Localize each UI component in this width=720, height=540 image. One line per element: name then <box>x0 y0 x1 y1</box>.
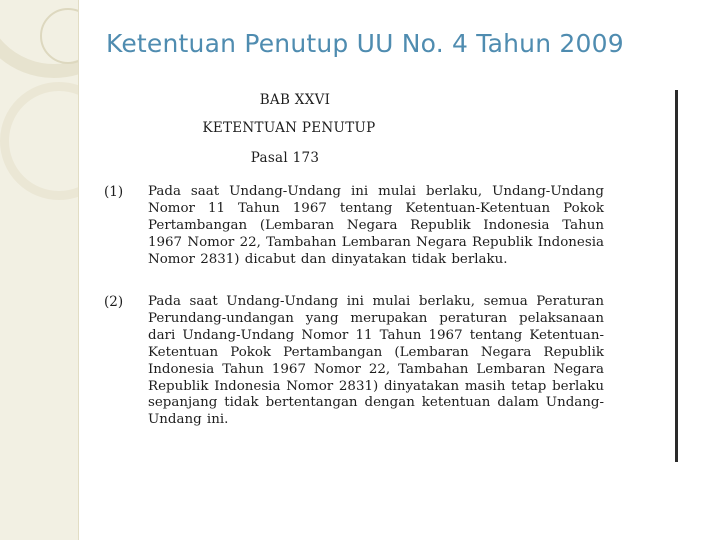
chapter-title: KETENTUAN PENUTUP <box>202 120 376 136</box>
item-text: Pada saat Undang-Undang ini mulai berlaku, Undang-Undang Nomor 11 Tahun 1967 tentang Ketentuan-Ketentuan Pokok Pertambangan (Lembaran Negara Republik Indonesia Tahun 1967 Nomor 22, Tambahan Lembaran Negara Republik Indonesia Nomor 2831) dicabut dan dinyatakan tidak berlaku. <box>148 184 604 267</box>
list-item <box>104 294 604 429</box>
article-heading: Pasal 173 <box>250 150 320 166</box>
item-text: Pada saat Undang-Undang ini mulai berlaku, semua Peraturan Perundang-undangan yang merupakan peraturan pelaksanaan dari Undang-Undang Nomor 11 Tahun 1967 tentang Ketentuan-Ketentuan Pokok Pertambangan (Lembaran Negara Republik Indonesia Tahun 1967 Nomor 22, Tambahan Lembaran Negara Republik Indonesia Nomor 2831) dinyatakan masih tetap berlaku sepanjang tidak bertentangan dengan ketentuan dalam Undang-Undang ini. <box>148 294 604 428</box>
item-number: (2) <box>104 294 124 310</box>
decorative-ring <box>0 82 79 200</box>
slide-title: Ketentuan Penutup UU No. 4 Tahun 2009 <box>106 29 624 58</box>
list-item <box>104 184 604 269</box>
decorative-sidebar <box>0 0 79 540</box>
scanned-document <box>104 84 678 462</box>
item-number: (1) <box>104 184 124 200</box>
scan-border <box>675 90 678 462</box>
chapter-heading: BAB XXVI <box>259 92 331 108</box>
